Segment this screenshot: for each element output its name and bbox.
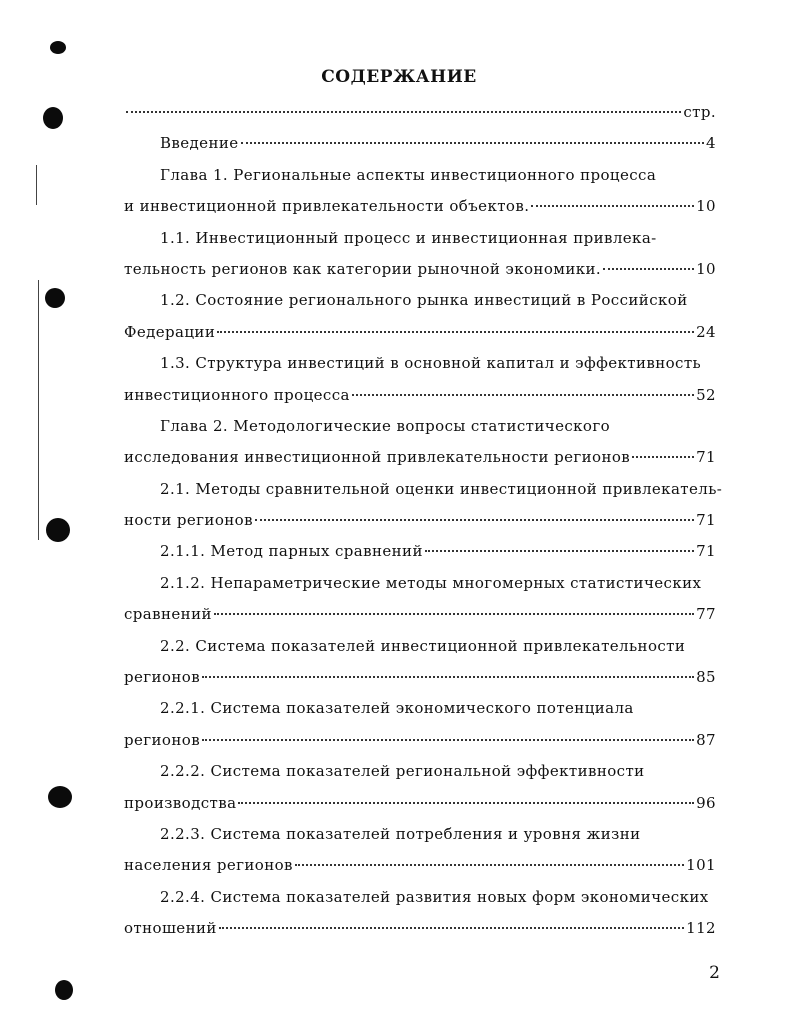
dot-leader <box>202 739 694 741</box>
toc-page-number: 71 <box>696 511 716 530</box>
toc-line <box>124 160 716 191</box>
toc-page-number: 10 <box>696 197 716 216</box>
toc-entry-text: Глава 2. Методологические вопросы статистического <box>160 416 611 435</box>
toc-line <box>124 285 716 316</box>
toc-entry-text: ности регионов <box>124 511 253 530</box>
toc-line <box>124 536 716 567</box>
toc-entry-text: 2.2.2. Система показателей региональной эффективности <box>160 762 645 781</box>
toc-line <box>124 474 723 505</box>
toc-page-number: 85 <box>696 668 716 687</box>
dot-leader <box>603 268 694 270</box>
scan-edge-line <box>38 280 39 540</box>
punch-hole <box>45 288 65 308</box>
toc-entry-text: 2.1. Методы сравнительной оценки инвестиционной привлекатель- <box>160 479 723 498</box>
toc-entry-text: производства <box>124 793 237 812</box>
toc-entry-text: регионов <box>124 668 201 687</box>
toc-line <box>124 97 716 128</box>
toc-line <box>124 631 716 662</box>
page-title: СОДЕРЖАНИЕ <box>321 67 477 87</box>
toc-page-number: 77 <box>696 605 716 624</box>
toc-line <box>124 317 716 348</box>
toc-line <box>124 568 716 599</box>
toc-page-number: стр. <box>683 103 716 121</box>
table-of-contents <box>124 97 723 945</box>
toc-entry-text: населения регионов <box>124 856 293 875</box>
toc-page-number: 10 <box>696 259 716 278</box>
page-number: 2 <box>709 963 720 983</box>
toc-entry-text: 1.2. Состояние регионального рынка инвестиций в Российской <box>160 291 688 310</box>
toc-line <box>124 380 716 411</box>
punch-hole <box>50 41 66 54</box>
toc-line <box>124 913 716 944</box>
dot-leader <box>214 613 694 615</box>
punch-hole <box>55 980 73 1000</box>
toc-entry-text: Введение <box>160 134 239 153</box>
toc-line <box>124 882 716 913</box>
punch-hole <box>43 107 63 129</box>
dot-leader <box>241 142 705 144</box>
toc-line <box>124 411 716 442</box>
toc-line <box>124 348 716 379</box>
toc-line <box>124 599 716 630</box>
dot-leader <box>632 456 694 458</box>
toc-page-number: 112 <box>686 919 716 938</box>
dot-leader <box>126 111 681 113</box>
toc-entry-text: регионов <box>124 730 201 749</box>
toc-entry-text: 2.2.1. Система показателей экономического потенциала <box>160 699 634 718</box>
toc-line <box>124 788 716 819</box>
toc-entry-text: тельность регионов как категории рыночной экономики. <box>124 259 602 278</box>
toc-entry-text: 2.2.4. Система показателей развития новых форм экономических <box>160 887 709 906</box>
dot-leader <box>352 394 694 396</box>
toc-page-number: 71 <box>696 448 716 467</box>
toc-entry-text: Федерации <box>124 322 216 341</box>
toc-page-number: 87 <box>696 730 716 749</box>
toc-page-number: 4 <box>706 134 716 153</box>
dot-leader <box>295 864 684 866</box>
toc-line <box>124 223 716 254</box>
toc-entry-text: отношений <box>124 919 217 938</box>
toc-line <box>124 505 716 536</box>
toc-entry-text: 1.1. Инвестиционный процесс и инвестиционная привлека- <box>160 228 657 247</box>
dot-leader <box>531 205 694 207</box>
toc-entry-text: и инвестиционной привлекательности объектов. <box>124 197 530 216</box>
toc-line <box>124 128 716 159</box>
dot-leader <box>219 927 684 929</box>
dot-leader <box>255 519 694 521</box>
punch-hole <box>46 518 70 542</box>
toc-page-number: 71 <box>696 542 716 561</box>
toc-line <box>124 725 716 756</box>
toc-line <box>124 693 716 724</box>
toc-entry-text: 2.1.1. Метод парных сравнений <box>160 542 423 561</box>
toc-entry-text: 2.1.2. Непараметрические методы многомерных статистических <box>160 573 702 592</box>
punch-hole <box>48 786 72 808</box>
toc-page-number: 101 <box>686 856 716 875</box>
toc-entry-text: Глава 1. Региональные аспекты инвестиционного процесса <box>160 165 657 184</box>
toc-line <box>124 662 716 693</box>
toc-entry-text: 1.3. Структура инвестиций в основной капитал и эффективность <box>160 354 702 373</box>
toc-page-number: 52 <box>696 385 716 404</box>
toc-line <box>124 756 716 787</box>
toc-entry-text: 2.2.3. Система показателей потребления и уровня жизни <box>160 824 641 843</box>
scan-edge-line <box>36 165 37 205</box>
toc-entry-text: инвестиционного процесса <box>124 385 350 404</box>
toc-page-number: 96 <box>696 793 716 812</box>
toc-line <box>124 442 716 473</box>
toc-entry-text: исследования инвестиционной привлекательности регионов <box>124 448 631 467</box>
dot-leader <box>425 550 694 552</box>
toc-entry-text: 2.2. Система показателей инвестиционной привлекательности <box>160 636 686 655</box>
toc-line <box>124 254 716 285</box>
dot-leader <box>217 331 694 333</box>
dot-leader <box>238 802 694 804</box>
toc-line <box>124 191 716 222</box>
toc-entry-text: сравнений <box>124 605 212 624</box>
toc-page-number: 24 <box>696 322 716 341</box>
toc-line <box>124 850 716 881</box>
dot-leader <box>202 676 694 678</box>
toc-line <box>124 819 716 850</box>
